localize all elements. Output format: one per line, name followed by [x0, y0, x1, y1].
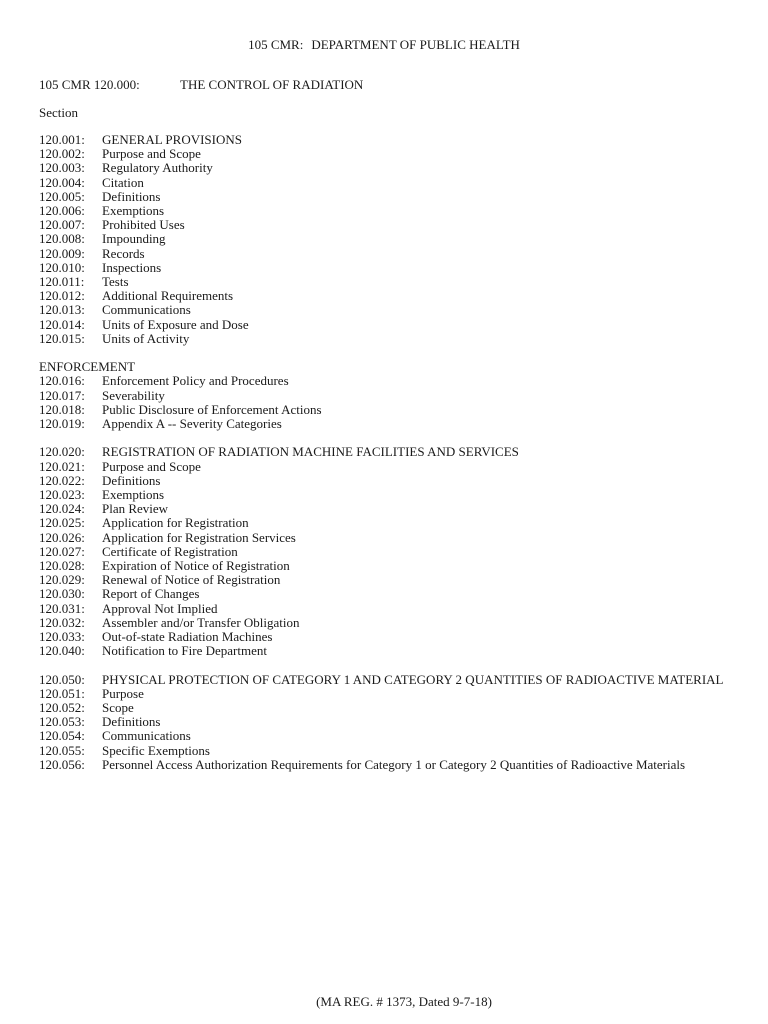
- section-title: Units of Exposure and Dose: [102, 316, 249, 332]
- toc-row: [39, 673, 729, 687]
- section-title: Tests: [102, 274, 129, 290]
- toc-row: [39, 275, 729, 289]
- section-title: Plan Review: [102, 501, 169, 517]
- section-number: 120.054:: [39, 728, 85, 744]
- section-number: 120.021:: [39, 458, 85, 474]
- section-title: Purpose and Scope: [102, 146, 201, 162]
- toc-row: [39, 218, 729, 232]
- section-number: 120.020:: [39, 444, 85, 460]
- document-title: [39, 77, 363, 93]
- section-title: Enforcement Policy and Procedures: [102, 373, 289, 389]
- section-title: Inspections: [102, 259, 162, 275]
- section-number: 120.001:: [39, 132, 85, 147]
- section-number: 120.017:: [39, 387, 85, 403]
- section-title: Records: [102, 245, 145, 261]
- section-title: Exemptions: [102, 487, 165, 503]
- section-number: 120.016:: [39, 373, 85, 389]
- toc-group: [39, 445, 729, 658]
- section-number: 120.056:: [39, 756, 85, 772]
- section-number: 120.008:: [39, 231, 85, 247]
- section-number: 120.024:: [39, 501, 85, 517]
- section-title: Appendix A -- Severity Categories: [102, 416, 282, 432]
- section-number: 120.023:: [39, 487, 85, 503]
- section-title: Definitions: [102, 472, 161, 488]
- section-number: 120.018:: [39, 401, 85, 417]
- section-number: 120.050:: [39, 671, 85, 687]
- toc-row: [39, 403, 729, 417]
- section-number: 120.002:: [39, 146, 85, 162]
- toc-row: [39, 147, 729, 161]
- section-title: Approval Not Implied: [102, 600, 218, 616]
- toc-row: [39, 531, 729, 545]
- toc-row: [39, 559, 729, 573]
- toc-row: [39, 644, 729, 658]
- section-number: 120.052:: [39, 700, 85, 716]
- section-number: 120.026:: [39, 529, 85, 545]
- toc-row: [39, 758, 729, 772]
- toc-row: [39, 332, 729, 346]
- toc-row: [39, 516, 729, 530]
- section-number: 120.027:: [39, 543, 85, 559]
- section-title: Specific Exemptions: [102, 742, 210, 758]
- toc-row: [39, 488, 729, 502]
- section-title: Out-of-state Radiation Machines: [102, 629, 273, 645]
- section-number: 120.051:: [39, 685, 85, 701]
- section-number: 120.014:: [39, 316, 85, 332]
- section-title: Communications: [102, 302, 191, 318]
- section-number: 120.028:: [39, 558, 85, 574]
- toc-row: [39, 474, 729, 488]
- page-header: [0, 37, 768, 53]
- section-title: Impounding: [102, 231, 166, 247]
- toc-row: [39, 445, 729, 459]
- section-number: 120.006:: [39, 203, 85, 219]
- toc-row: [39, 232, 729, 246]
- document-title-text: THE CONTROL OF RADIATION: [180, 77, 364, 92]
- section-title: Regulatory Authority: [102, 160, 213, 176]
- toc-row: [39, 587, 729, 601]
- toc-row: [39, 701, 729, 715]
- section-title: Exemptions: [102, 203, 165, 219]
- toc-group-heading: ENFORCEMENT: [39, 359, 136, 375]
- footer-citation: (MA REG. # 1373, Dated 9-7-18): [316, 994, 492, 1009]
- section-title: Notification to Fire Department: [102, 643, 267, 659]
- toc-row: [39, 303, 729, 317]
- header-code: 105 CMR:: [248, 37, 304, 52]
- section-title: REGISTRATION OF RADIATION MACHINE FACILITIES AND SERVICES: [102, 444, 519, 460]
- section-number: 120.033:: [39, 629, 85, 645]
- section-number: 120.053:: [39, 714, 85, 730]
- section-number: 120.022:: [39, 472, 85, 488]
- toc-row: [39, 744, 729, 758]
- header-department: DEPARTMENT OF PUBLIC HEALTH: [311, 37, 520, 52]
- section-number: 120.009:: [39, 245, 85, 261]
- toc-row: [39, 687, 729, 701]
- section-title: GENERAL PROVISIONS: [102, 132, 242, 147]
- section-title: Renewal of Notice of Registration: [102, 572, 281, 588]
- section-title: Units of Activity: [102, 330, 190, 346]
- section-number: 120.032:: [39, 614, 85, 630]
- section-title: Purpose: [102, 685, 144, 701]
- toc-row: [39, 729, 729, 743]
- section-number: 120.040:: [39, 643, 85, 659]
- section-title: Scope: [102, 700, 134, 716]
- toc-row: [39, 133, 729, 147]
- section-number: 120.019:: [39, 416, 85, 432]
- section-number: 120.055:: [39, 742, 85, 758]
- section-number: 120.012:: [39, 288, 85, 304]
- section-title: Prohibited Uses: [102, 217, 185, 233]
- toc-row: [39, 502, 729, 516]
- section-number: 120.003:: [39, 160, 85, 176]
- toc-row: [39, 630, 729, 644]
- toc-group: [39, 360, 729, 431]
- section-title: Communications: [102, 728, 191, 744]
- toc-row: [39, 545, 729, 559]
- section-title: Definitions: [102, 714, 161, 730]
- section-title: Severability: [102, 387, 165, 403]
- document-code: 105 CMR 120.000:: [39, 77, 140, 92]
- toc-row: [39, 204, 729, 218]
- section-number: 120.007:: [39, 217, 85, 233]
- table-of-contents: [39, 133, 729, 786]
- section-number: 120.031:: [39, 600, 85, 616]
- toc-group: [39, 133, 729, 346]
- toc-row: [39, 289, 729, 303]
- toc-row: [39, 374, 729, 388]
- section-title: PHYSICAL PROTECTION OF CATEGORY 1 AND CATEGORY 2 QUANTITIES OF RADIOACTIVE MATERIAL: [102, 671, 724, 687]
- section-title: Application for Registration: [102, 515, 249, 531]
- toc-row: [39, 715, 729, 729]
- section-number: 120.030:: [39, 586, 85, 602]
- section-label: Section: [39, 105, 78, 120]
- toc-row: [39, 417, 729, 431]
- section-title: Personnel Access Authorization Requirements for Category 1 or Category 2 Quantities of Radioactive Materials: [102, 756, 686, 772]
- section-title: Expiration of Notice of Registration: [102, 558, 290, 574]
- toc-row: [39, 161, 729, 175]
- section-number: 120.029:: [39, 572, 85, 588]
- toc-row: [39, 190, 729, 204]
- section-title: Assembler and/or Transfer Obligation: [102, 614, 300, 630]
- section-number: 120.011:: [39, 274, 85, 290]
- toc-row: [39, 261, 729, 275]
- toc-row: [39, 616, 729, 630]
- section-title: Definitions: [102, 188, 161, 204]
- section-number: 120.004:: [39, 174, 85, 190]
- toc-row: [39, 389, 729, 403]
- section-title: Purpose and Scope: [102, 458, 201, 474]
- toc-row: [39, 176, 729, 190]
- toc-group: [39, 673, 729, 772]
- toc-row: [39, 460, 729, 474]
- section-title: Citation: [102, 174, 144, 190]
- toc-row: [39, 573, 729, 587]
- toc-row: [39, 247, 729, 261]
- section-title: Application for Registration Services: [102, 529, 296, 545]
- section-number: 120.005:: [39, 188, 85, 204]
- section-title: Additional Requirements: [102, 288, 234, 304]
- section-number: 120.013:: [39, 302, 85, 318]
- section-title: Certificate of Registration: [102, 543, 238, 559]
- section-number: 120.010:: [39, 259, 85, 275]
- section-title: Report of Changes: [102, 586, 200, 602]
- section-number: 120.025:: [39, 515, 85, 531]
- section-title: Public Disclosure of Enforcement Actions: [102, 401, 322, 417]
- toc-row: [39, 318, 729, 332]
- section-number: 120.015:: [39, 330, 85, 346]
- toc-row: [39, 602, 729, 616]
